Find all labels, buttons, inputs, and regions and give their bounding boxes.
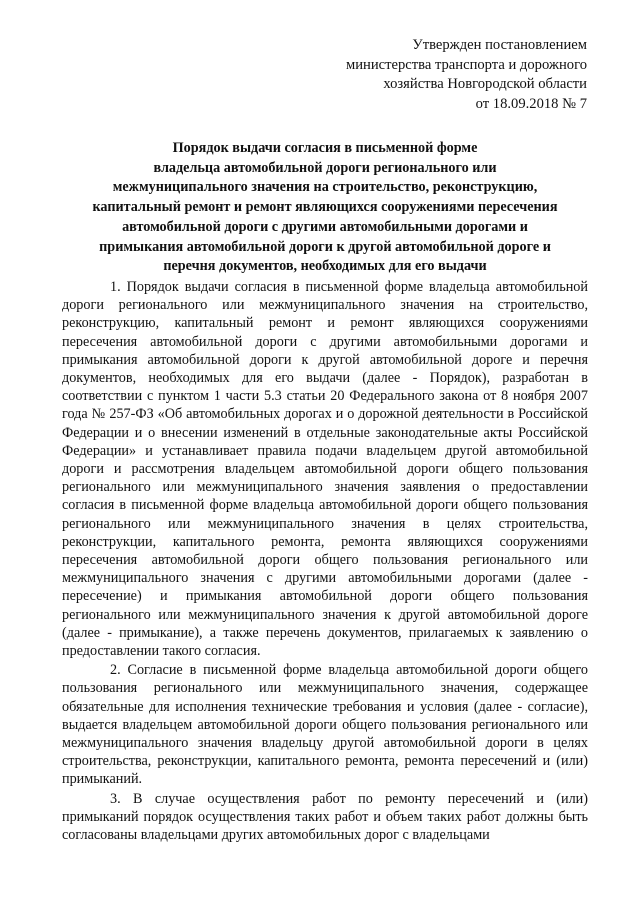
title-line: примыкания автомобильной дороги к другой автомобильной дороге и <box>99 238 551 255</box>
approval-line: министерства транспорта и дорожного <box>345 56 587 73</box>
title-line: владельца автомобильной дороги регионального или <box>153 159 497 176</box>
title-line: Порядок выдачи согласия в письменной форме <box>172 140 478 156</box>
paragraph-2: 2. Согласие в письменной форме владельца автомобильной дороги общего пользования регионального или межмуниципального значения, содержащее обязательные для исполнения технические требования и условия (далее - согласие), выдается владельцем автомобильной дороги общего пользования регионального или межмуниципального значения владельцу другой автомобильной дороги в целях строительства, реконструкции, капитального ремонта, ремонта пересечений и (или) примыканий. <box>62 662 588 788</box>
title-line: межмуниципального значения на строительство, реконструкцию, <box>112 179 538 196</box>
document-title <box>60 139 590 277</box>
paragraph-1: 1. Порядок выдачи согласия в письменной форме владельца автомобильной дороги регионального или межмуниципального значения на строительство, реконструкцию, капитальный ремонт и ремонт являющихся сооружениями пересечения автомобильной дороги с другими автомобильными дорогами и примыкания автомобильной дороги к другой автомобильной дороге и перечня документов, необходимых для его выдачи (далее - Порядок), разработан в соответствии с пунктом 1 части 5.3 статьи 20 Федерального закона от 8 ноября 2007 года № 257-ФЗ «Об автомобильных дорогах и о дорожной деятельности в Российской Федерации и о внесении изменений в отдельные законодательные акты Российской Федерации» и устанавливает правила подачи владельцем другой автомобильной дороги и рассмотрения владельцем автомобильной дороги общего пользования регионального или межмуниципального значения заявления о предоставлении согласия в письменной форме владельца автомобильной дороги общего пользования регионального или межмуниципального значения в целях строительства, реконструкции, капитального ремонта, ремонта являющихся сооружениями пересечения автомобильной дороги общего пользования регионального или межмуниципального значения с другими автомобильными дорогами (далее - пересечение) и примыкания автомобильной дороги общего пользования регионального или межмуниципального значения к другой автомобильной дороге (далее - примыкание), а также перечень документов, прилагаемых к заявлению о предоставлении такого согласия. <box>62 279 588 660</box>
title-line: капитальный ремонт и ремонт являющихся сооружениями пересечения <box>92 199 558 216</box>
approval-stamp <box>287 36 587 114</box>
paragraph-3: 3. В случае осуществления работ по ремонту пересечений и (или) примыканий порядок осуществления таких работ и объем таких работ должны быть согласованы владельцами других автомобильных дорог с владельцами <box>62 790 588 844</box>
title-line: автомобильной дороги с другими автомобильными дорогами и <box>122 218 528 235</box>
approval-line: хозяйства Новгородской области <box>383 76 587 92</box>
title-line: перечня документов, необходимых для его выдачи <box>163 258 487 275</box>
document-body <box>62 278 588 845</box>
approval-line: Утвержден постановлением <box>412 37 587 53</box>
approval-date: от 18.09.2018 № 7 <box>475 95 587 112</box>
